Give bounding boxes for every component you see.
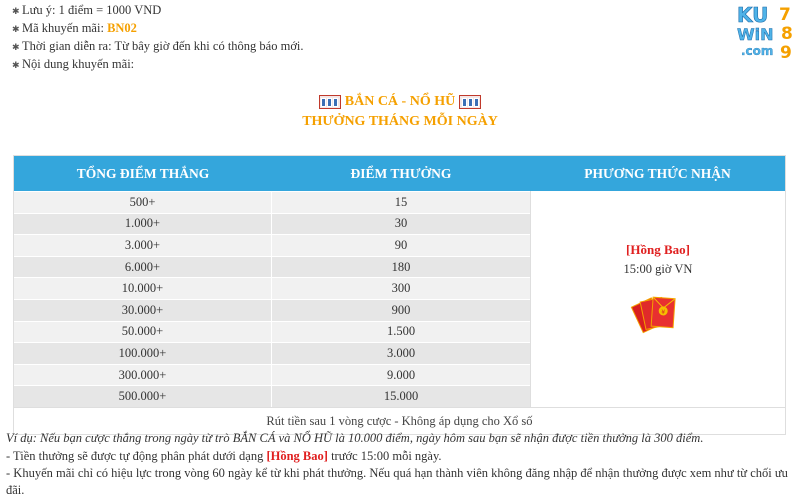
promo-notes — [6, 430, 796, 499]
info-note: ✱ Lưu ý: 1 điểm = 1000 VND — [12, 2, 712, 20]
bullet-icon: ✱ — [12, 60, 20, 70]
bullet-icon: ✱ — [12, 24, 20, 34]
total-points-cell: 500+ — [14, 192, 272, 213]
bullet-icon: ✱ — [12, 42, 20, 52]
promo-subtitle: THƯỞNG THÁNG MỖI NGÀY — [302, 114, 498, 129]
bonus-points-cell: 900 — [272, 300, 530, 321]
bonus-points-cell: 15.000 — [272, 386, 530, 407]
ku-win-logo — [735, 2, 797, 62]
svg-text:8: 8 — [781, 24, 793, 44]
table-row — [14, 364, 530, 386]
hong-bao-label: [Hồng Bao] — [266, 448, 328, 463]
info-content: ✱ Nội dung khuyến mãi: — [12, 56, 712, 74]
bonus-points-cell: 180 — [272, 257, 530, 278]
reward-table — [13, 155, 786, 435]
svg-text:KU: KU — [737, 3, 769, 27]
distribution-note: - Tiền thưởng sẽ được tự động phân phát dưới dạng [Hồng Bao] trước 15:00 mỗi ngày. — [6, 448, 442, 463]
bonus-points-cell: 3.000 — [272, 343, 530, 364]
svg-text:9: 9 — [780, 43, 792, 62]
header-total-points: TỔNG ĐIỂM THẮNG — [76, 165, 210, 181]
svg-text:.com: .com — [741, 44, 774, 58]
promo-code: BN02 — [107, 21, 137, 35]
bonus-points-cell: 30 — [272, 214, 530, 235]
table-header — [14, 156, 785, 191]
total-points-cell: 3.000+ — [14, 235, 272, 256]
table-row — [14, 299, 530, 321]
method-name: [Hồng Bao] — [626, 242, 690, 257]
table-row — [14, 321, 530, 343]
red-envelope-icon — [630, 292, 686, 334]
bonus-points-cell: 1.500 — [272, 322, 530, 343]
total-points-cell: 6.000+ — [14, 257, 272, 278]
validity-note: - Khuyến mãi chỉ có hiệu lực trong vòng 60 ngày kể từ khi phát thưởng. Nếu quá hạn thành viên không đăng nhập để nhận thưởng được xem như từ chối ưu đãi. — [6, 466, 788, 497]
header-receive-method: PHƯƠNG THỨC NHẬN — [584, 165, 731, 181]
svg-text:7: 7 — [779, 5, 791, 25]
total-points-cell: 10.000+ — [14, 278, 272, 299]
table-row — [14, 234, 530, 256]
promo-info — [12, 2, 712, 74]
table-body — [14, 191, 785, 407]
example-note: Ví dụ: Nếu bạn cược thắng trong ngày từ trò BẮN CÁ và NỔ HŨ là 10.000 điểm, ngày hôm sau bạn sẽ nhận được tiền thưởng là 300 điểm. — [6, 431, 704, 445]
svg-text:¥: ¥ — [660, 308, 666, 317]
table-row — [14, 191, 530, 213]
bonus-points-cell: 300 — [272, 278, 530, 299]
table-row — [14, 277, 530, 299]
table-row — [14, 342, 530, 364]
slot-machine-icon — [459, 95, 481, 109]
bullet-icon: ✱ — [12, 6, 20, 16]
promo-title: BẮN CÁ - NỔ HŨ — [344, 94, 456, 109]
table-row — [14, 256, 530, 278]
total-points-cell: 50.000+ — [14, 322, 272, 343]
info-code: ✱ Mã khuyến mãi: BN02 — [12, 20, 712, 38]
receive-method-cell — [530, 191, 785, 407]
total-points-cell: 1.000+ — [14, 214, 272, 235]
table-rows — [14, 191, 530, 407]
total-points-cell: 100.000+ — [14, 343, 272, 364]
table-footer: Rút tiền sau 1 vòng cược - Không áp dụng cho Xổ số — [14, 407, 785, 434]
total-points-cell: 30.000+ — [14, 300, 272, 321]
bonus-points-cell: 15 — [272, 192, 530, 213]
svg-text:WiN: WiN — [737, 25, 774, 44]
info-period: ✱ Thời gian diễn ra: Từ bây giờ đến khi có thông báo mới. — [12, 38, 712, 56]
total-points-cell: 300.000+ — [14, 365, 272, 386]
slot-machine-icon — [319, 95, 341, 109]
total-points-cell: 500.000+ — [14, 386, 272, 407]
table-row — [14, 385, 530, 407]
bonus-points-cell: 90 — [272, 235, 530, 256]
method-time: 15:00 giờ VN — [623, 262, 693, 276]
promo-title-block — [0, 92, 800, 132]
header-bonus-points: ĐIỂM THƯỞNG — [350, 165, 452, 181]
table-row — [14, 213, 530, 235]
bonus-points-cell: 9.000 — [272, 365, 530, 386]
